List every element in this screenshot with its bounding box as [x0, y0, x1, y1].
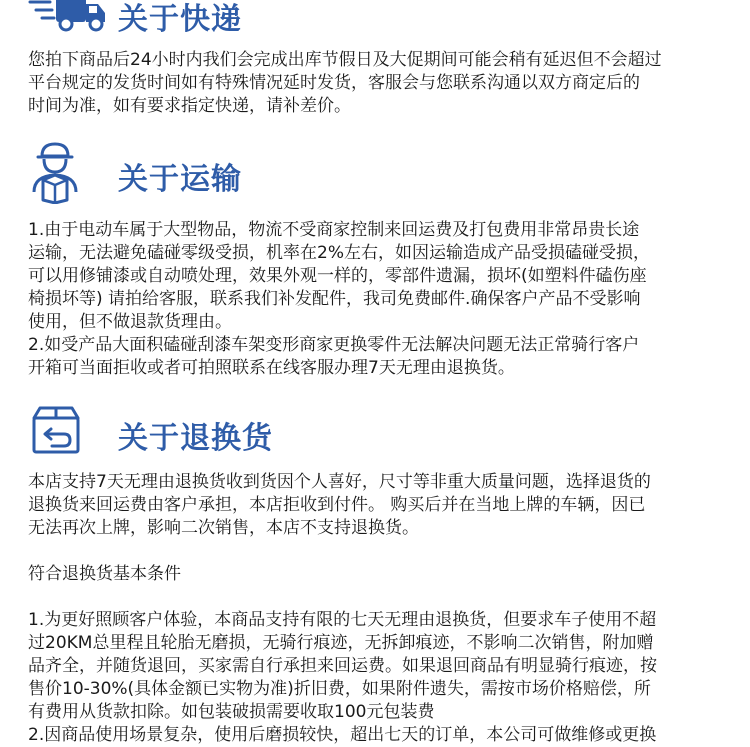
- courier-with-box-icon: [30, 142, 80, 204]
- returns-section: [0, 400, 750, 462]
- text-line: 有费用从货款扣除。如包装破损需要收取100元包装费: [28, 702, 435, 722]
- returns-intro-text: [28, 471, 728, 540]
- text-line: 1.由于电动车属于大型物品，物流不受商家控制来回运费及打包费用非常昂贵长途: [28, 220, 640, 240]
- text-line: 椅损坏等) 请拍给客服，联系我们补发配件，我司免费邮件.确保客户产品不受影响: [28, 289, 641, 309]
- delivery-truck-icon: [28, 0, 108, 34]
- text-line: 开箱可当面拒收或者可拍照联系在线客服办理7天无理由退换货。: [28, 358, 515, 378]
- text-line: 使用，但不做退款货理由。: [28, 312, 232, 332]
- text-line: 时间为准，如有要求指定快递，请补差价。: [28, 96, 351, 116]
- text-line: 可以用修铺漆或自动喷处理，效果外观一样的，零部件遗漏，损坏(如塑料件磕伤座: [28, 266, 647, 286]
- text-line: 退换货来回运费由客户承担，本店拒收到付件。 购买后并在当地上牌的车辆，因已: [28, 495, 646, 515]
- conditions-text: [28, 609, 728, 747]
- express-section: [0, 0, 750, 40]
- return-box-icon: [30, 404, 82, 456]
- express-text: [28, 49, 728, 118]
- conditions-heading: [28, 563, 728, 586]
- text-line: 1.为更好照顾客户体验，本商品支持有限的七天无理由退换货，但要求车子使用不超: [28, 610, 657, 630]
- transport-section: [0, 140, 750, 210]
- text-line: 本店支持7天无理由退换货收到货因个人喜好，尺寸等非重大质量问题，选择退货的: [28, 472, 651, 492]
- text-line: 2.如受产品大面积磕碰刮漆车架变形商家更换零件无法解决问题无法正常骑行客户: [28, 335, 640, 355]
- text-line: 平台规定的发货时间如有特殊情况延时发货，客服会与您联系沟通以双方商定后的: [28, 73, 640, 93]
- returns-title: 关于退换货: [118, 421, 273, 456]
- text-line: 过20KM总里程且轮胎无磨损，无骑行痕迹，无拆卸痕迹，不影响二次销售，附加赠: [28, 633, 654, 653]
- express-title: 关于快递: [118, 2, 242, 37]
- conditions-heading-text: 符合退换货基本条件: [28, 564, 181, 584]
- transport-title: 关于运输: [118, 162, 242, 197]
- text-line: 无法再次上牌，影响二次销售，本店不支持退换货。: [28, 518, 419, 538]
- text-line: 2.因商品使用场景复杂，使用后磨损较快，超出七天的订单，本公司可做维修或更换: [28, 725, 657, 745]
- text-line: 您拍下商品后24小时内我们会完成出库节假日及大促期间可能会稍有延迟但不会超过: [28, 50, 662, 70]
- transport-text: [28, 219, 728, 380]
- text-line: 运输，无法避免磕碰零级受损，机率在2%左右，如因运输造成产品受损磕碰受损，: [28, 243, 650, 263]
- text-line: 售价10-30%(具体金额已实物为准)折旧费，如果附件遗失，需按市场价格赔偿，所: [28, 679, 651, 699]
- text-line: 品齐全，并随货退回，买家需自行承担来回运费。如果退回商品有明显骑行痕迹，按: [28, 656, 657, 676]
